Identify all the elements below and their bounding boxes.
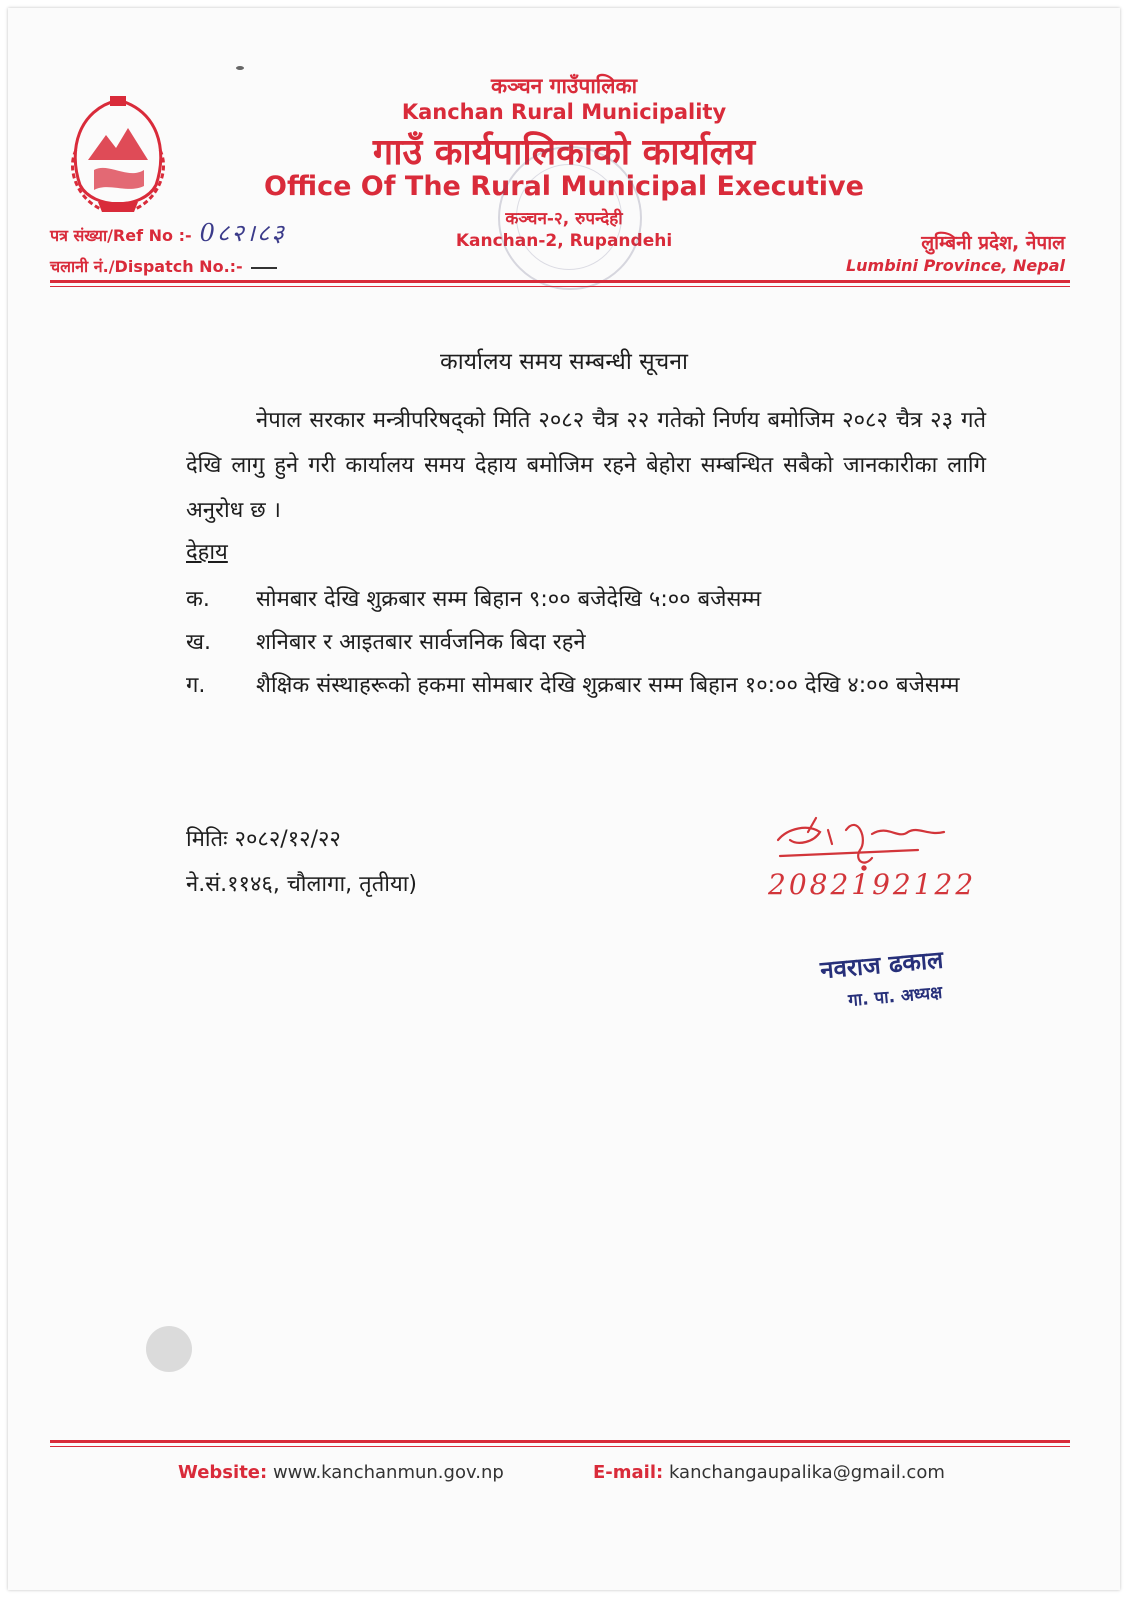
footer-divider-thin: [50, 1446, 1070, 1447]
municipality-name-en: Kanchan Rural Municipality: [401, 100, 727, 124]
office-name-np: गाउँ कार्यपालिकाको कार्यालय: [372, 132, 756, 173]
website-link[interactable]: www.kanchanmun.gov.np: [272, 1462, 504, 1483]
ref-value: 0८२।८३: [199, 219, 286, 247]
list-item: [186, 664, 986, 708]
signature-date-handwritten: 2082192122: [768, 868, 977, 901]
list-item-text: सोमबार देखि शुक्रबार सम्म बिहान ९:०० बजेदेखि ५:०० बजेसम्म: [256, 587, 762, 612]
list-item: [186, 621, 986, 665]
ref-label: पत्र संख्या/Ref No :-: [50, 226, 192, 245]
list-item-label: क.: [186, 587, 210, 612]
email-label: E-mail:: [593, 1462, 664, 1483]
list-item-label: ग.: [186, 673, 206, 698]
footer-email: [593, 1462, 945, 1483]
scan-speck: [236, 66, 244, 70]
notice-paragraph: नेपाल सरकार मन्त्रीपरिषद्को मिति २०८२ चैत्र २२ गतेको निर्णय बमोजिम २०८२ चैत्र २३ गते देखि लागु हुने गरी कार्यालय समय देहाय बमोजिम रहने बेहोरा सम्बन्धित सबैको जानकारीका लागि अनुरोध छ ।: [186, 408, 986, 523]
list-item-text: शनिबार र आइतबार सार्वजनिक बिदा रहने: [256, 630, 586, 655]
address-en: Kanchan-2, Rupandehi: [455, 231, 673, 251]
list-item: [186, 578, 986, 622]
website-label: Website:: [178, 1462, 268, 1483]
signatory-title-stamp: गा. पा. अध्यक्ष: [847, 982, 944, 1012]
signatory-name-stamp: नवराज ढकाल: [819, 945, 945, 985]
footer-divider: [50, 1440, 1070, 1443]
address-np: कञ्चन-२, रुपन्देही: [505, 209, 623, 229]
handwritten-signature: [768, 810, 958, 874]
nepal-sambat-date: ने.सं.११४६, चौलागा, तृतीया): [186, 872, 417, 897]
list-item-text: शैक्षिक संस्थाहरूको हकमा सोमबार देखि शुक्रबार सम्म बिहान १०:०० देखि ४:०० बजेसम्म: [256, 673, 960, 698]
notice-date: मितिः २०८२/१२/२२: [186, 827, 341, 852]
dispatch-label: चलानी नं./Dispatch No.:-: [50, 257, 243, 276]
municipality-name-np: कञ्चन गाउँपालिका: [490, 74, 638, 98]
dispatch-number-line: [50, 255, 277, 277]
header-divider: [50, 280, 1070, 283]
footer-website: [178, 1462, 504, 1483]
notice-title: कार्यालय समय सम्बन्धी सूचना: [440, 349, 688, 375]
list-item-label: ख.: [186, 630, 211, 655]
header-divider-thin: [50, 286, 1070, 287]
office-name-en: Office Of The Rural Municipal Executive: [264, 171, 864, 202]
scan-smudge: [146, 1326, 192, 1372]
province-np: लुम्बिनी प्रदेश, नेपाल: [921, 232, 1065, 254]
dispatch-dash: [251, 267, 277, 269]
list-heading: देहाय: [186, 540, 228, 565]
email-link[interactable]: kanchangaupalika@gmail.com: [668, 1462, 945, 1483]
document-page: [8, 8, 1120, 1590]
ref-number-line: [50, 216, 286, 249]
office-stamp: [498, 146, 642, 290]
province-en: Lumbini Province, Nepal: [845, 256, 1065, 275]
